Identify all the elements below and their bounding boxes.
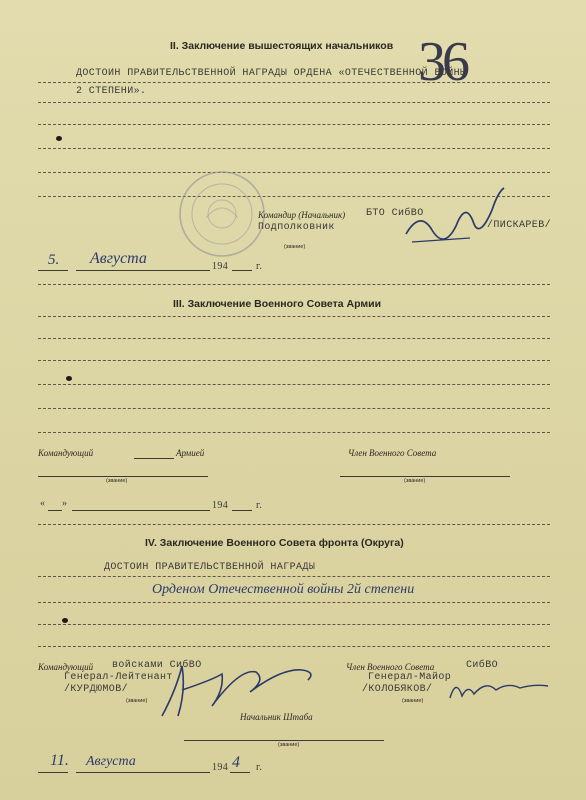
- section3-rank-blank-right: [340, 476, 510, 477]
- section3-date-month-blank: [72, 510, 210, 511]
- section2-date-year-blank: [232, 270, 252, 271]
- section3-date-year: 194: [212, 500, 229, 511]
- section4-conclusion-hand: Орденом Отечественной войны 2й степени: [152, 582, 415, 597]
- punch-hole-2: [66, 376, 72, 381]
- section4-chief-blank: [184, 740, 384, 741]
- section3-rank-blank-left: [38, 476, 208, 477]
- section2-conclusion-line1: ДОСТОИН ПРАВИТЕЛЬСТВЕННОЙ НАГРАДЫ ОРДЕНА «ОТЕЧЕСТВЕННОЙ ВОЙНЫ: [76, 68, 467, 79]
- section4-member-typed: СибВО: [466, 660, 499, 671]
- section3-date-year-blank: [232, 510, 252, 511]
- section3-line-5: [38, 408, 550, 409]
- section4-line-4: [38, 646, 550, 647]
- section2-name: /ПИСКАРЕВ/: [487, 220, 552, 231]
- section2-date-day-blank: [38, 270, 68, 271]
- section4-line-1: [38, 576, 550, 577]
- section4-conclusion-typed: ДОСТОИН ПРАВИТЕЛЬСТВЕННОЙ НАГРАДЫ: [104, 562, 316, 573]
- section4-commander-typed: войсками СибВО: [112, 660, 202, 671]
- section3-date-quote-open: «: [40, 498, 46, 509]
- section2-date-day: 5.: [48, 252, 60, 268]
- section4-member-name: /КОЛОБЯКОВ/: [362, 684, 433, 695]
- section4-title: IV. Заключение Военного Совета фронта (Округа): [145, 537, 404, 549]
- section4-line-3: [38, 624, 550, 625]
- section4-commander-label: Командующий: [38, 662, 94, 672]
- section2-rank-caption: (звание): [284, 244, 306, 250]
- section3-date-quote-close: »: [62, 498, 68, 509]
- section4-date-day: 11.: [50, 752, 69, 769]
- section3-rank-caption-left: (звание): [106, 478, 128, 484]
- section3-army-label: Армией: [176, 448, 205, 458]
- section2-commander-label: Командир (Начальник): [258, 210, 346, 220]
- section2-conclusion-line2: 2 СТЕПЕНИ».: [76, 86, 147, 97]
- section2-line-5: [38, 172, 550, 173]
- corner-number: 36: [418, 31, 466, 93]
- section4-date-month-blank: [76, 772, 210, 773]
- section3-member-label: Член Военного Совета: [348, 448, 437, 458]
- section2-date-year: 194: [212, 261, 229, 272]
- section2-line-2: [38, 102, 550, 103]
- section4-date-year-blank: [230, 772, 250, 773]
- section3-line-2: [38, 338, 550, 339]
- section4-member-signature: [444, 670, 564, 710]
- section2-unit: БТО СибВО: [366, 208, 424, 219]
- section3-title: III. Заключение Военного Совета Армии: [173, 298, 382, 310]
- section4-member-rank: Генерал-Майор: [368, 672, 452, 683]
- section4-line-2: [38, 602, 550, 603]
- round-stamp: [176, 168, 268, 260]
- section4-date-day-blank: [38, 772, 68, 773]
- section3-rank-caption-right: (звание): [404, 478, 426, 484]
- section2-line-1: [38, 82, 550, 83]
- section2-date-month-blank: [76, 270, 210, 271]
- section4-date-month: Августа: [86, 754, 136, 769]
- section2-title: II. Заключение вышестоящих начальников: [170, 40, 394, 52]
- divider-2: [38, 524, 550, 525]
- section4-member-caption: (звание): [402, 698, 424, 704]
- section2-line-3: [38, 124, 550, 125]
- section4-commander-name: /КУРДЮМОВ/: [64, 684, 129, 695]
- section3-army-blank: [134, 458, 174, 459]
- section4-commander-caption: (звание): [126, 698, 148, 704]
- section3-line-4: [38, 384, 550, 385]
- section4-member-label: Член Военного Совета: [346, 662, 435, 672]
- section2-line-4: [38, 148, 550, 149]
- section3-commander-label: Командующий: [38, 448, 94, 458]
- section3-date-day-blank: [48, 510, 62, 511]
- section3-date-suffix: г.: [256, 500, 263, 511]
- section2-date-month: Августа: [90, 250, 147, 267]
- punch-hole-3: [62, 618, 68, 623]
- section4-chief-caption: (звание): [278, 742, 300, 748]
- section4-date-suffix: г.: [256, 762, 263, 773]
- section2-date-suffix: г.: [256, 261, 263, 272]
- punch-hole-1: [56, 136, 62, 141]
- section3-line-1: [38, 316, 550, 317]
- section2-signature: [400, 180, 510, 252]
- divider-1: [38, 284, 550, 285]
- section2-rank: Подполковник: [258, 222, 335, 233]
- section3-line-6: [38, 432, 550, 433]
- section4-chief-label: Начальник Штаба: [240, 712, 313, 722]
- section4-commander-rank: Генерал-Лейтенант: [64, 672, 173, 683]
- section4-date-year: 194: [212, 762, 229, 773]
- section3-line-3: [38, 360, 550, 361]
- section4-date-year-digit: 4: [232, 754, 240, 771]
